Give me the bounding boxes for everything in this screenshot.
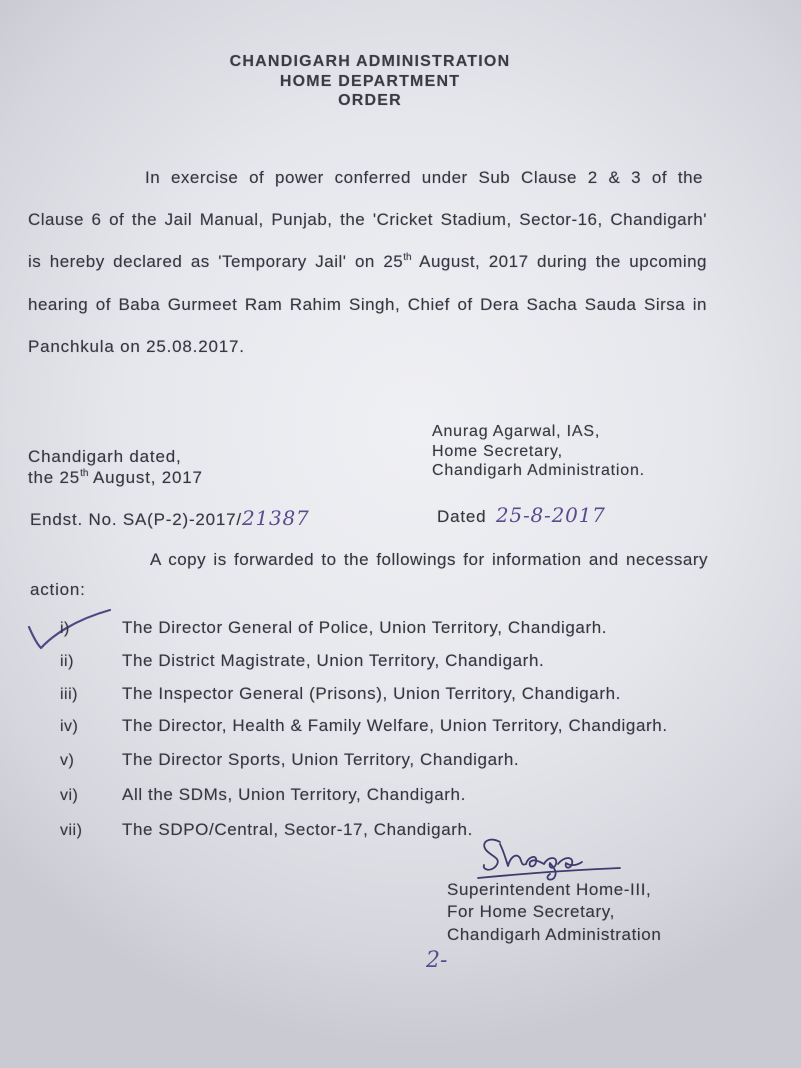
header-department: HOME DEPARTMENT <box>279 73 461 90</box>
list-item <box>60 618 607 639</box>
list-item-text: The Director, Health & Family Welfare, Union Territory, Chandigarh. <box>122 716 668 735</box>
list-item-text: The SDPO/Central, Sector-17, Chandigarh. <box>122 820 473 839</box>
list-item <box>60 684 621 705</box>
header-doc-type: ORDER <box>338 92 402 109</box>
list-item <box>60 716 668 737</box>
dated-label: Dated <box>437 507 487 526</box>
date-fragment: the 25 <box>28 468 81 487</box>
list-item-number: i) <box>60 620 70 637</box>
handwritten-page-mark: 2- <box>426 948 448 973</box>
header-organization: CHANDIGARH ADMINISTRATION <box>229 53 511 70</box>
list-item <box>60 750 519 771</box>
endorsement-number <box>30 508 310 530</box>
list-item-number: vii) <box>60 822 83 839</box>
list-item-text: The District Magistrate, Union Territory, Chandigarh. <box>122 651 545 670</box>
date-fragment: August, 2017 <box>88 468 203 487</box>
footer-signatory-office: Chandigarh Administration <box>447 925 662 944</box>
order-text-line: hearing of Baba Gurmeet Ram Rahim Singh, Chief of Dera Sacha Sauda Sirsa in <box>28 295 707 314</box>
order-text-line: Clause 6 of the Jail Manual, Punjab, the 'Cricket Stadium, Sector-16, Chandigarh' <box>28 210 707 229</box>
order-text-fragment: is hereby declared as 'Temporary Jail' on 25 <box>28 252 404 271</box>
list-item-text: All the SDMs, Union Territory, Chandigarh. <box>122 785 466 804</box>
order-date <box>28 468 203 491</box>
endorsement-date <box>437 505 606 527</box>
list-item-number: iv) <box>60 718 79 735</box>
order-text-line: In exercise of power conferred under Sub Clause 2 & 3 of the <box>145 168 703 187</box>
list-item <box>60 820 473 841</box>
forwarding-text-line: action: <box>30 580 86 599</box>
list-item-number: iii) <box>60 686 78 703</box>
signatory-office: Chandigarh Administration. <box>432 462 645 479</box>
list-item <box>60 785 466 806</box>
list-item-number: ii) <box>60 653 74 670</box>
forwarding-text-line: A copy is forwarded to the followings for information and necessary <box>150 550 708 569</box>
signature <box>470 828 630 888</box>
footer-signatory-on-behalf: For Home Secretary, <box>447 902 615 921</box>
order-text-fragment: August, 2017 during the upcoming <box>411 252 708 271</box>
list-item <box>60 651 544 672</box>
list-item-text: The Director Sports, Union Territory, Chandigarh. <box>122 750 520 769</box>
footer-signatory-title: Superintendent Home-III, <box>447 880 652 899</box>
signatory-name: Anurag Agarwal, IAS, <box>432 423 601 440</box>
list-item-number: v) <box>60 752 75 769</box>
place-dated: Chandigarh dated, <box>28 447 182 466</box>
list-item-text: The Director General of Police, Union Territory, Chandigarh. <box>122 618 608 637</box>
ordinal-suffix: th <box>80 468 89 479</box>
signatory-designation: Home Secretary, <box>432 443 563 460</box>
order-text-line <box>28 252 707 275</box>
handwritten-date: 25-8-2017 <box>495 503 606 527</box>
handwritten-endorsement-number: 21387 <box>241 506 310 530</box>
order-text-line: Panchkula on 25.08.2017. <box>28 337 245 356</box>
list-item-text: The Inspector General (Prisons), Union Territory, Chandigarh. <box>122 684 621 703</box>
endorsement-number-label: Endst. No. SA(P-2)-2017/ <box>30 510 242 529</box>
ordinal-suffix: th <box>403 252 412 263</box>
list-item-number: vi) <box>60 787 79 804</box>
